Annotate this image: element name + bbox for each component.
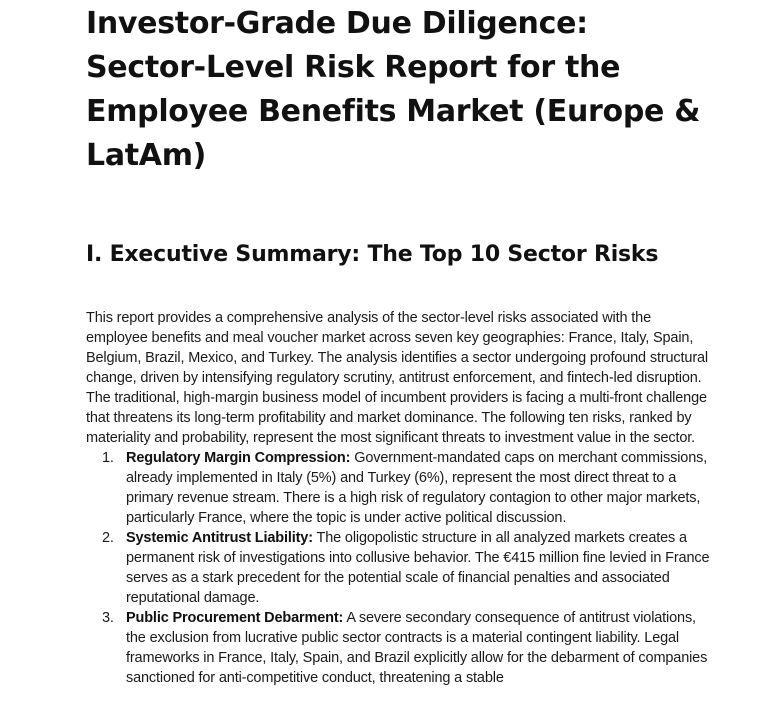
risk-title: Public Procurement Debarment:: [126, 610, 344, 626]
risk-number: 3.: [102, 610, 114, 626]
risk-text: The oligopolistic structure in all analyzed markets creates a permanent risk of investigations into collusive behavior. The €415 million fine levied in France serves as a stark precedent for the potential scale of financial penalties and associated reputational damage.: [126, 530, 710, 606]
risk-list: [86, 448, 712, 688]
risk-number: 1.: [102, 450, 114, 466]
document-page: [86, 0, 712, 688]
risk-text: A severe secondary consequence of antitrust violations, the exclusion from lucrative public sector contracts is a material contingent liability. Legal frameworks in France, Italy, Spain, and Brazil explicitly allow for the debarment of companies sanctioned for anti-competitive conduct, threatening a stable: [126, 610, 708, 686]
risk-item: [102, 448, 712, 528]
risk-title: Systemic Antitrust Liability:: [126, 530, 313, 546]
section-heading: I. Executive Summary: The Top 10 Sector Risks: [86, 242, 659, 267]
document-title: Investor-Grade Due Diligence: Sector-Level Risk Report for the Employee Benefits Market (Europe & LatAm): [86, 6, 701, 173]
risk-item: [102, 528, 712, 608]
risk-title: Regulatory Margin Compression:: [126, 450, 351, 466]
risk-item: [102, 608, 712, 688]
risk-number: 2.: [102, 530, 114, 546]
intro-paragraph: This report provides a comprehensive analysis of the sector-level risks associated with the employee benefits and meal voucher market across seven key geographies: France, Italy, Spain, Belgium, Brazil, Mexico, and Turkey. The analysis identifies a sector undergoing profound structural change, driven by intensifying regulatory scrutiny, antitrust enforcement, and fintech-led disruption. The traditional, high-margin business model of incumbent providers is facing a multi-front challenge that threatens its long-term profitability and market dominance. The following ten risks, ranked by materiality and probability, represent the most significant threats to investment value in the sector.: [86, 310, 708, 446]
risk-text: Government-mandated caps on merchant commissions, already implemented in Italy (5%) and Turkey (6%), represent the most direct threat to a primary revenue stream. There is a high risk of regulatory contagion to other major markets, particularly France, where the topic is under active political discussion.: [126, 450, 708, 526]
